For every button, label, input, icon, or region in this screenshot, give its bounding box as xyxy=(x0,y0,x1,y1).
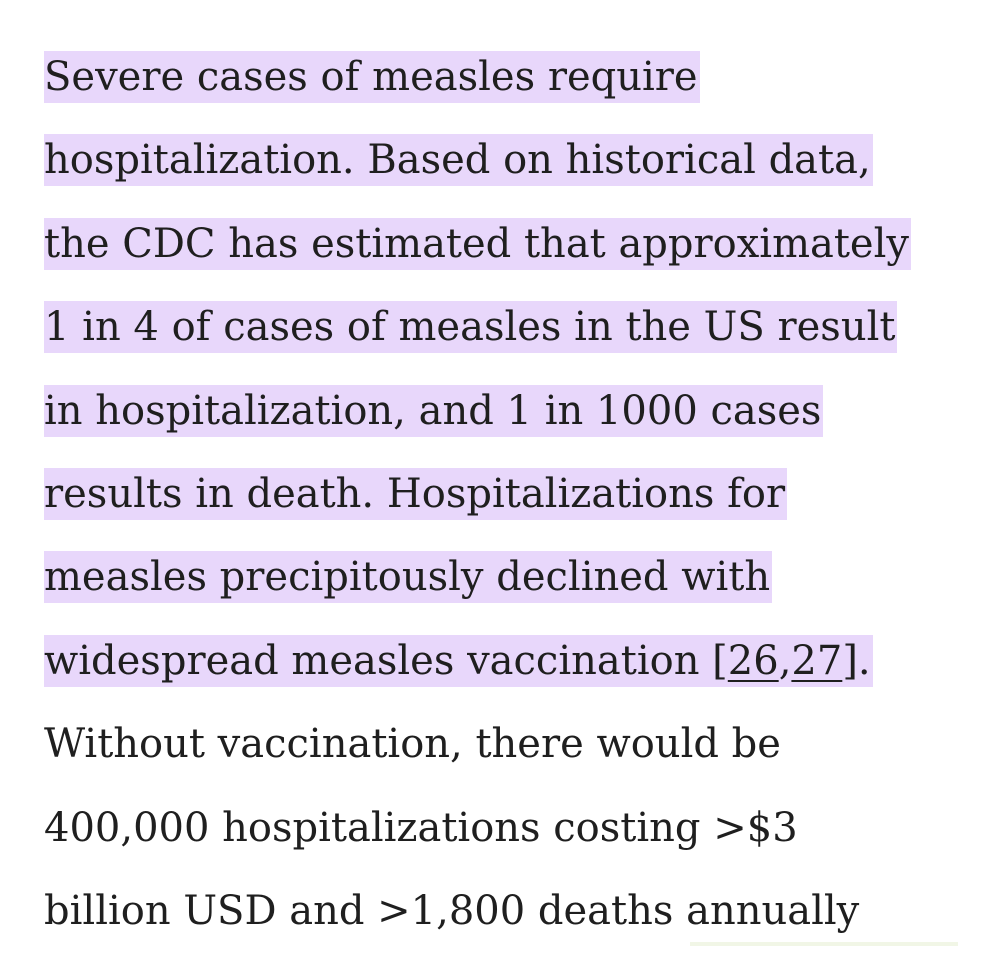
text-fragment: widespread measles vaccination [ xyxy=(44,637,728,684)
text-line: Without vaccination, there would be xyxy=(44,721,781,768)
divider xyxy=(690,942,958,946)
text-line xyxy=(44,286,964,369)
text-fragment: ] xyxy=(842,637,858,684)
text-line xyxy=(44,620,964,703)
article-paragraph xyxy=(44,36,964,953)
text-line xyxy=(44,453,964,536)
highlighted-text[interactable]: measles precipitously declined with xyxy=(44,551,772,603)
highlighted-text[interactable]: hospitalization. Based on historical data, xyxy=(44,134,873,186)
text-line xyxy=(44,370,964,453)
text-fragment: . xyxy=(857,637,871,684)
citation-link-27[interactable]: 27 xyxy=(791,637,843,684)
highlighted-text[interactable]: in hospitalization, and 1 in 1000 cases xyxy=(44,385,823,437)
highlighted-text[interactable]: the CDC has estimated that approximately xyxy=(44,218,911,270)
text-line: 400,000 hospitalizations costing >$3 xyxy=(44,804,798,851)
highlighted-text[interactable]: results in death. Hospitalizations for xyxy=(44,468,787,520)
highlighted-text[interactable] xyxy=(44,635,873,687)
text-line xyxy=(44,536,964,619)
citation-separator: , xyxy=(778,637,792,684)
citation-link-26[interactable]: 26 xyxy=(727,637,779,684)
text-line xyxy=(44,119,964,202)
text-line: billion USD and >1,800 deaths annually xyxy=(44,887,860,934)
text-line xyxy=(44,36,964,119)
highlighted-text[interactable]: Severe cases of measles require xyxy=(44,51,700,103)
text-line xyxy=(44,203,964,286)
highlighted-text[interactable]: 1 in 4 of cases of measles in the US result xyxy=(44,301,897,353)
